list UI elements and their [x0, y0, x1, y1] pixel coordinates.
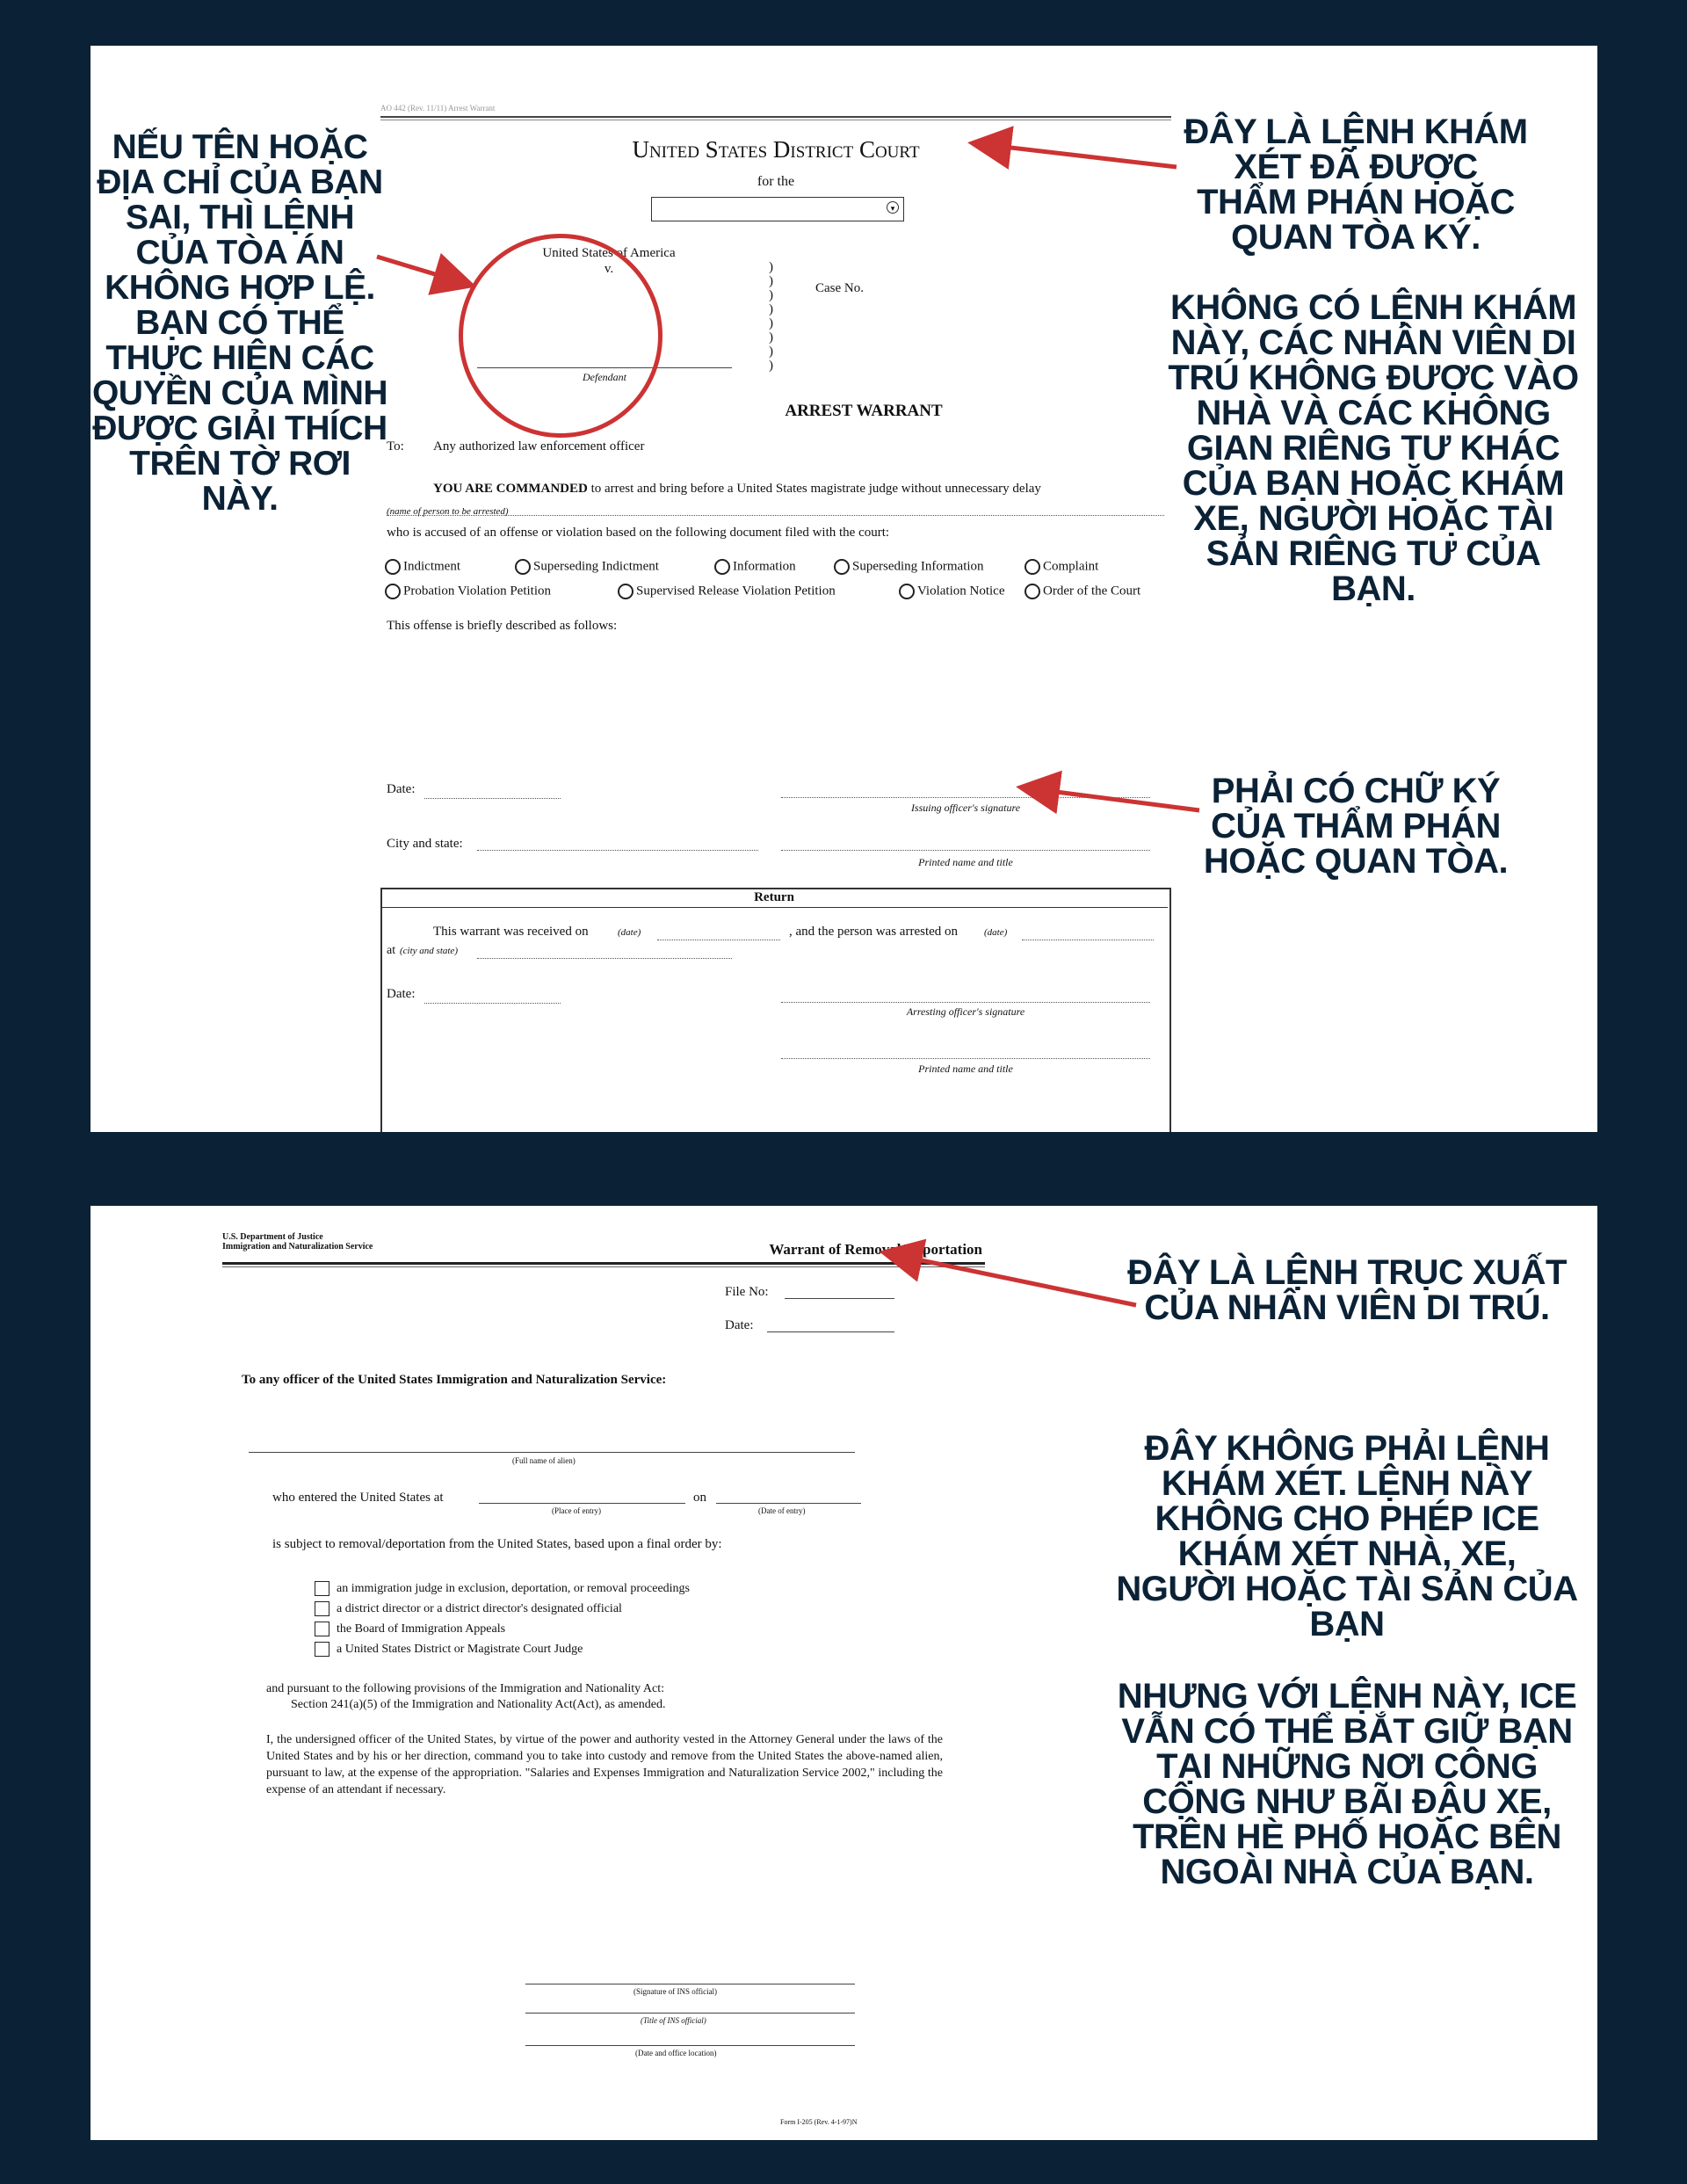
note-signed-warrant: ĐÂY LÀ LỆNH KHÁM XÉT ĐÃ ĐƯỢC THẨM PHÁN HOẶC QUAN TÒA KÝ. [1184, 112, 1528, 257]
subject-text: is subject to removal/deportation from the United States, based upon a final order by: [272, 1537, 722, 1551]
arrested-text: , and the person was arrested on [789, 925, 959, 939]
note-invalid-name: NẾU TÊN HOẶC ĐỊA CHỈ CỦA BẠN SAI, THÌ LỆNH CỦA TÒA ÁN KHÔNG HỢP LỆ. BẠN CÓ THỂ THỰC HIỆN CÁC QUYỀN CỦA MÌNH ĐƯỢC GIẢI THÍCH TRÊN TỜ RƠI NÀY. [91, 128, 388, 518]
note-signature-required: PHẢI CÓ CHỮ KÝ CỦA THẨM PHÁN HOẶC QUAN TÒA. [1203, 772, 1509, 881]
versus-label: v. [604, 262, 614, 276]
to-value: Any authorized law enforcement officer [433, 439, 645, 453]
arrow-to-signature [1029, 788, 1199, 810]
option-information[interactable]: Information [714, 559, 796, 575]
person-label: (name of person to be arrested) [387, 506, 509, 517]
warrant-title: ARREST WARRANT [785, 402, 943, 420]
arrow-to-defendant [377, 257, 464, 283]
date-small-label: (date) [618, 927, 641, 938]
court-title: United States District Court [632, 136, 920, 163]
dept-line-2: Immigration and Naturalization Service [222, 1242, 373, 1252]
arrow-to-deportation-title [892, 1254, 1136, 1305]
date-label: Date: [387, 782, 416, 796]
return-title: Return [754, 890, 794, 904]
plaintiff-name: United States of America [542, 246, 676, 260]
note-no-entry: KHÔNG CÓ LỆNH KHÁM NÀY, CÁC NHÂN VIÊN DI TRÚ KHÔNG ĐƯỢC VÀO NHÀ VÀ CÁC KHÔNG GIAN RIÊNG TƯ KHÁC CỦA BẠN HOẶC KHÁM XE, NGƯỜI HOẶC TÀI SẢN RIÊNG TƯ CỦA BẠN. [1168, 288, 1579, 608]
option-superseding-information[interactable]: Superseding Information [834, 559, 984, 575]
command-body: I, the undersigned officer of the United States, by virtue of the power and authority vested in the Attorney General under the laws of the United States and by his or her direction, command you to take into custody and remove from the United States the above-named alien, pursuant to law, at the expense of the appropriation. "Salaries and Expenses Immigration and Naturalization Service 2002," including the expense of an attendant if necessary. [266, 1733, 943, 1796]
option-district-director[interactable]: a district director or a district director's designated official [315, 1599, 690, 1619]
option-probation-violation[interactable]: Probation Violation Petition [385, 584, 551, 599]
at-label: at [387, 944, 396, 957]
note-not-search-warrant: ĐÂY KHÔNG PHẢI LỆNH KHÁM XÉT. LỆNH NÀY KHÔNG CHO PHÉP ICE KHÁM XÉT NHÀ, XE, NGƯỜI HOẶC TÀI SẢN CỦA BẠN [1116, 1429, 1578, 1643]
date-office-label: (Date and office location) [635, 2049, 717, 2057]
date-label-2: Date: [725, 1318, 754, 1332]
return-date-label: Date: [387, 987, 416, 1001]
option-immigration-judge[interactable]: an immigration judge in exclusion, deportation, or removal proceedings [315, 1578, 690, 1599]
received-text: This warrant was received on [433, 925, 589, 939]
place-label: (Place of entry) [552, 1506, 601, 1515]
option-court-judge[interactable]: a United States District or Magistrate Court Judge [315, 1639, 690, 1659]
signature-label: (Signature of INS official) [634, 1987, 718, 1996]
arrow-to-court-title [981, 144, 1177, 167]
to-officer-text: To any officer of the United States Immigration and Naturalization Service: [242, 1373, 667, 1387]
defendant-label: Defendant [583, 371, 626, 383]
option-order-of-court[interactable]: Order of the Court [1025, 584, 1140, 599]
city-state-label: City and state: [387, 837, 463, 851]
case-no-label: Case No. [815, 281, 864, 295]
title-label: (Title of INS official) [641, 2016, 706, 2025]
for-the-label: for the [757, 174, 795, 189]
caption-brackets: ) ) ) ) ) ) ) ) [769, 260, 773, 373]
issuing-sig-label: Issuing officer's signature [910, 802, 1021, 814]
on-text: on [693, 1491, 706, 1505]
option-indictment[interactable]: Indictment [385, 559, 460, 575]
arrest-warrant-panel [91, 46, 1597, 1132]
to-label: To: [387, 439, 404, 453]
option-board-appeals[interactable]: the Board of Immigration Appeals [315, 1619, 690, 1639]
accused-text: who is accused of an offense or violation based on the following document filed with the court: [387, 526, 890, 540]
deportation-warrant-panel [91, 1206, 1597, 2140]
printed-name-label: Printed name and title [918, 856, 1013, 868]
city-small-label: (city and state) [400, 946, 458, 956]
option-supervised-release[interactable]: Supervised Release Violation Petition [618, 584, 836, 599]
form-number: Form I-205 (Rev. 4-1-97)N [780, 2118, 858, 2126]
deportation-title: Warrant of Removal/Deportation [769, 1241, 982, 1258]
pursuant-line-1: and pursuant to the following provisions of the Immigration and Nationality Act: [266, 1682, 664, 1695]
arresting-sig-label: Arresting officer's signature [906, 1005, 1025, 1018]
date-small-label-2: (date) [984, 927, 1008, 938]
commanded-text: YOU ARE COMMANDED to arrest and bring before a United States magistrate judge without unnecessary delay [433, 482, 1041, 496]
dept-line-1: U.S. Department of Justice [222, 1232, 323, 1242]
printed-name-label-2: Printed name and title [918, 1063, 1013, 1075]
option-complaint[interactable]: Complaint [1025, 559, 1098, 575]
option-superseding-indictment[interactable]: Superseding Indictment [515, 559, 659, 575]
note-deportation-warrant: ĐÂY LÀ LỆNH TRỤC XUẤT CỦA NHÂN VIÊN DI TRÚ. [1127, 1253, 1567, 1327]
annotation-arrows-2 [91, 1206, 1597, 2140]
full-name-label: (Full name of alien) [512, 1456, 576, 1465]
date-entry-label: (Date of entry) [758, 1506, 806, 1515]
note-can-still-arrest: NHƯNG VỚI LỆNH NÀY, ICE VẪN CÓ THỂ BẮT GIỮ BẠN TẠI NHỮNG NƠI CÔNG CỘNG NHƯ BÃI ĐẬU XE, TRÊN HÈ PHỐ HOẶC BÊN NGOÀI NHÀ CỦA BẠN. [1117, 1677, 1577, 1891]
entered-text: who entered the United States at [272, 1491, 444, 1505]
pursuant-line-2: Section 241(a)(5) of the Immigration and Nationality Act(Act), as amended. [291, 1698, 666, 1711]
file-no-label: File No: [725, 1285, 769, 1299]
annotation-arrows [91, 46, 1597, 1132]
dropdown-icon: ▾ [887, 201, 899, 214]
form-header-fragment: AO 442 (Rev. 11/11) Arrest Warrant [380, 104, 496, 112]
option-violation-notice[interactable]: Violation Notice [899, 584, 1005, 599]
offense-text: This offense is briefly described as follows: [387, 619, 618, 633]
